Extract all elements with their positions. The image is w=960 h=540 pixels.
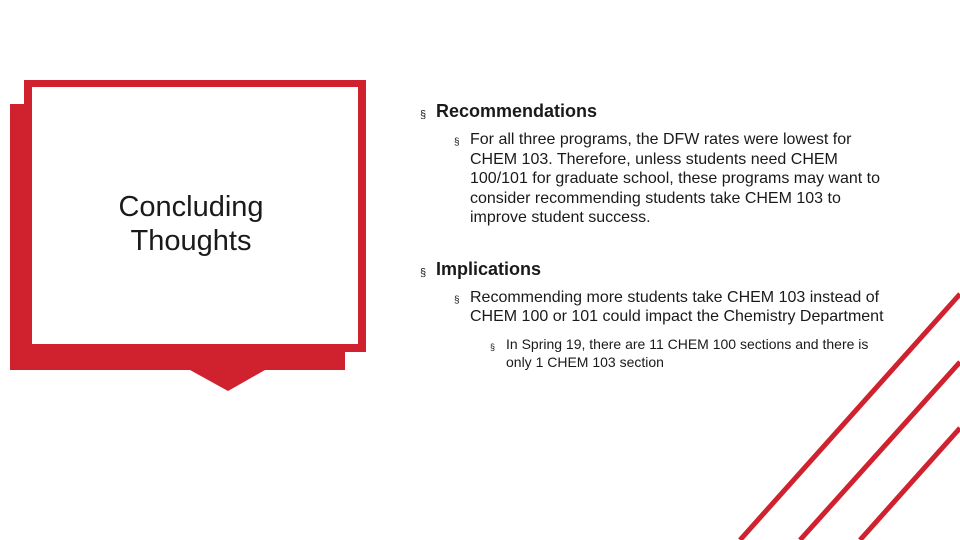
implications-heading: Implications (436, 258, 542, 279)
bullet-marker: § (420, 109, 427, 121)
diagonal-stripe-inner (740, 294, 960, 540)
diagonal-stripe-middle (800, 362, 960, 540)
implications-body: Recommending more students take CHEM 103 instead of CHEM 100 or 101 could impact the Chemistry Department (470, 288, 884, 325)
bullet-marker: § (454, 294, 460, 306)
slide-title-line2: Thoughts (130, 225, 252, 257)
recommendations-heading: Recommendations (436, 101, 598, 121)
implications-sub: In Spring 19, there are 11 CHEM 100 sections and there is only 1 CHEM 103 section (506, 335, 869, 370)
bullet-marker: § (454, 137, 460, 148)
recommendations-body: For all three programs, the DFW rates were lowest for CHEM 103. Therefore, unless students need CHEM 100/101 for graduate school, these programs may want to consider recommending students take CHEM 103 to improve student success. (470, 131, 881, 226)
bullet-marker: § (420, 266, 427, 279)
bullet-marker: § (490, 341, 496, 352)
slide-title-line1: Concluding (118, 191, 264, 223)
diagonal-stripe-outer (860, 428, 960, 540)
